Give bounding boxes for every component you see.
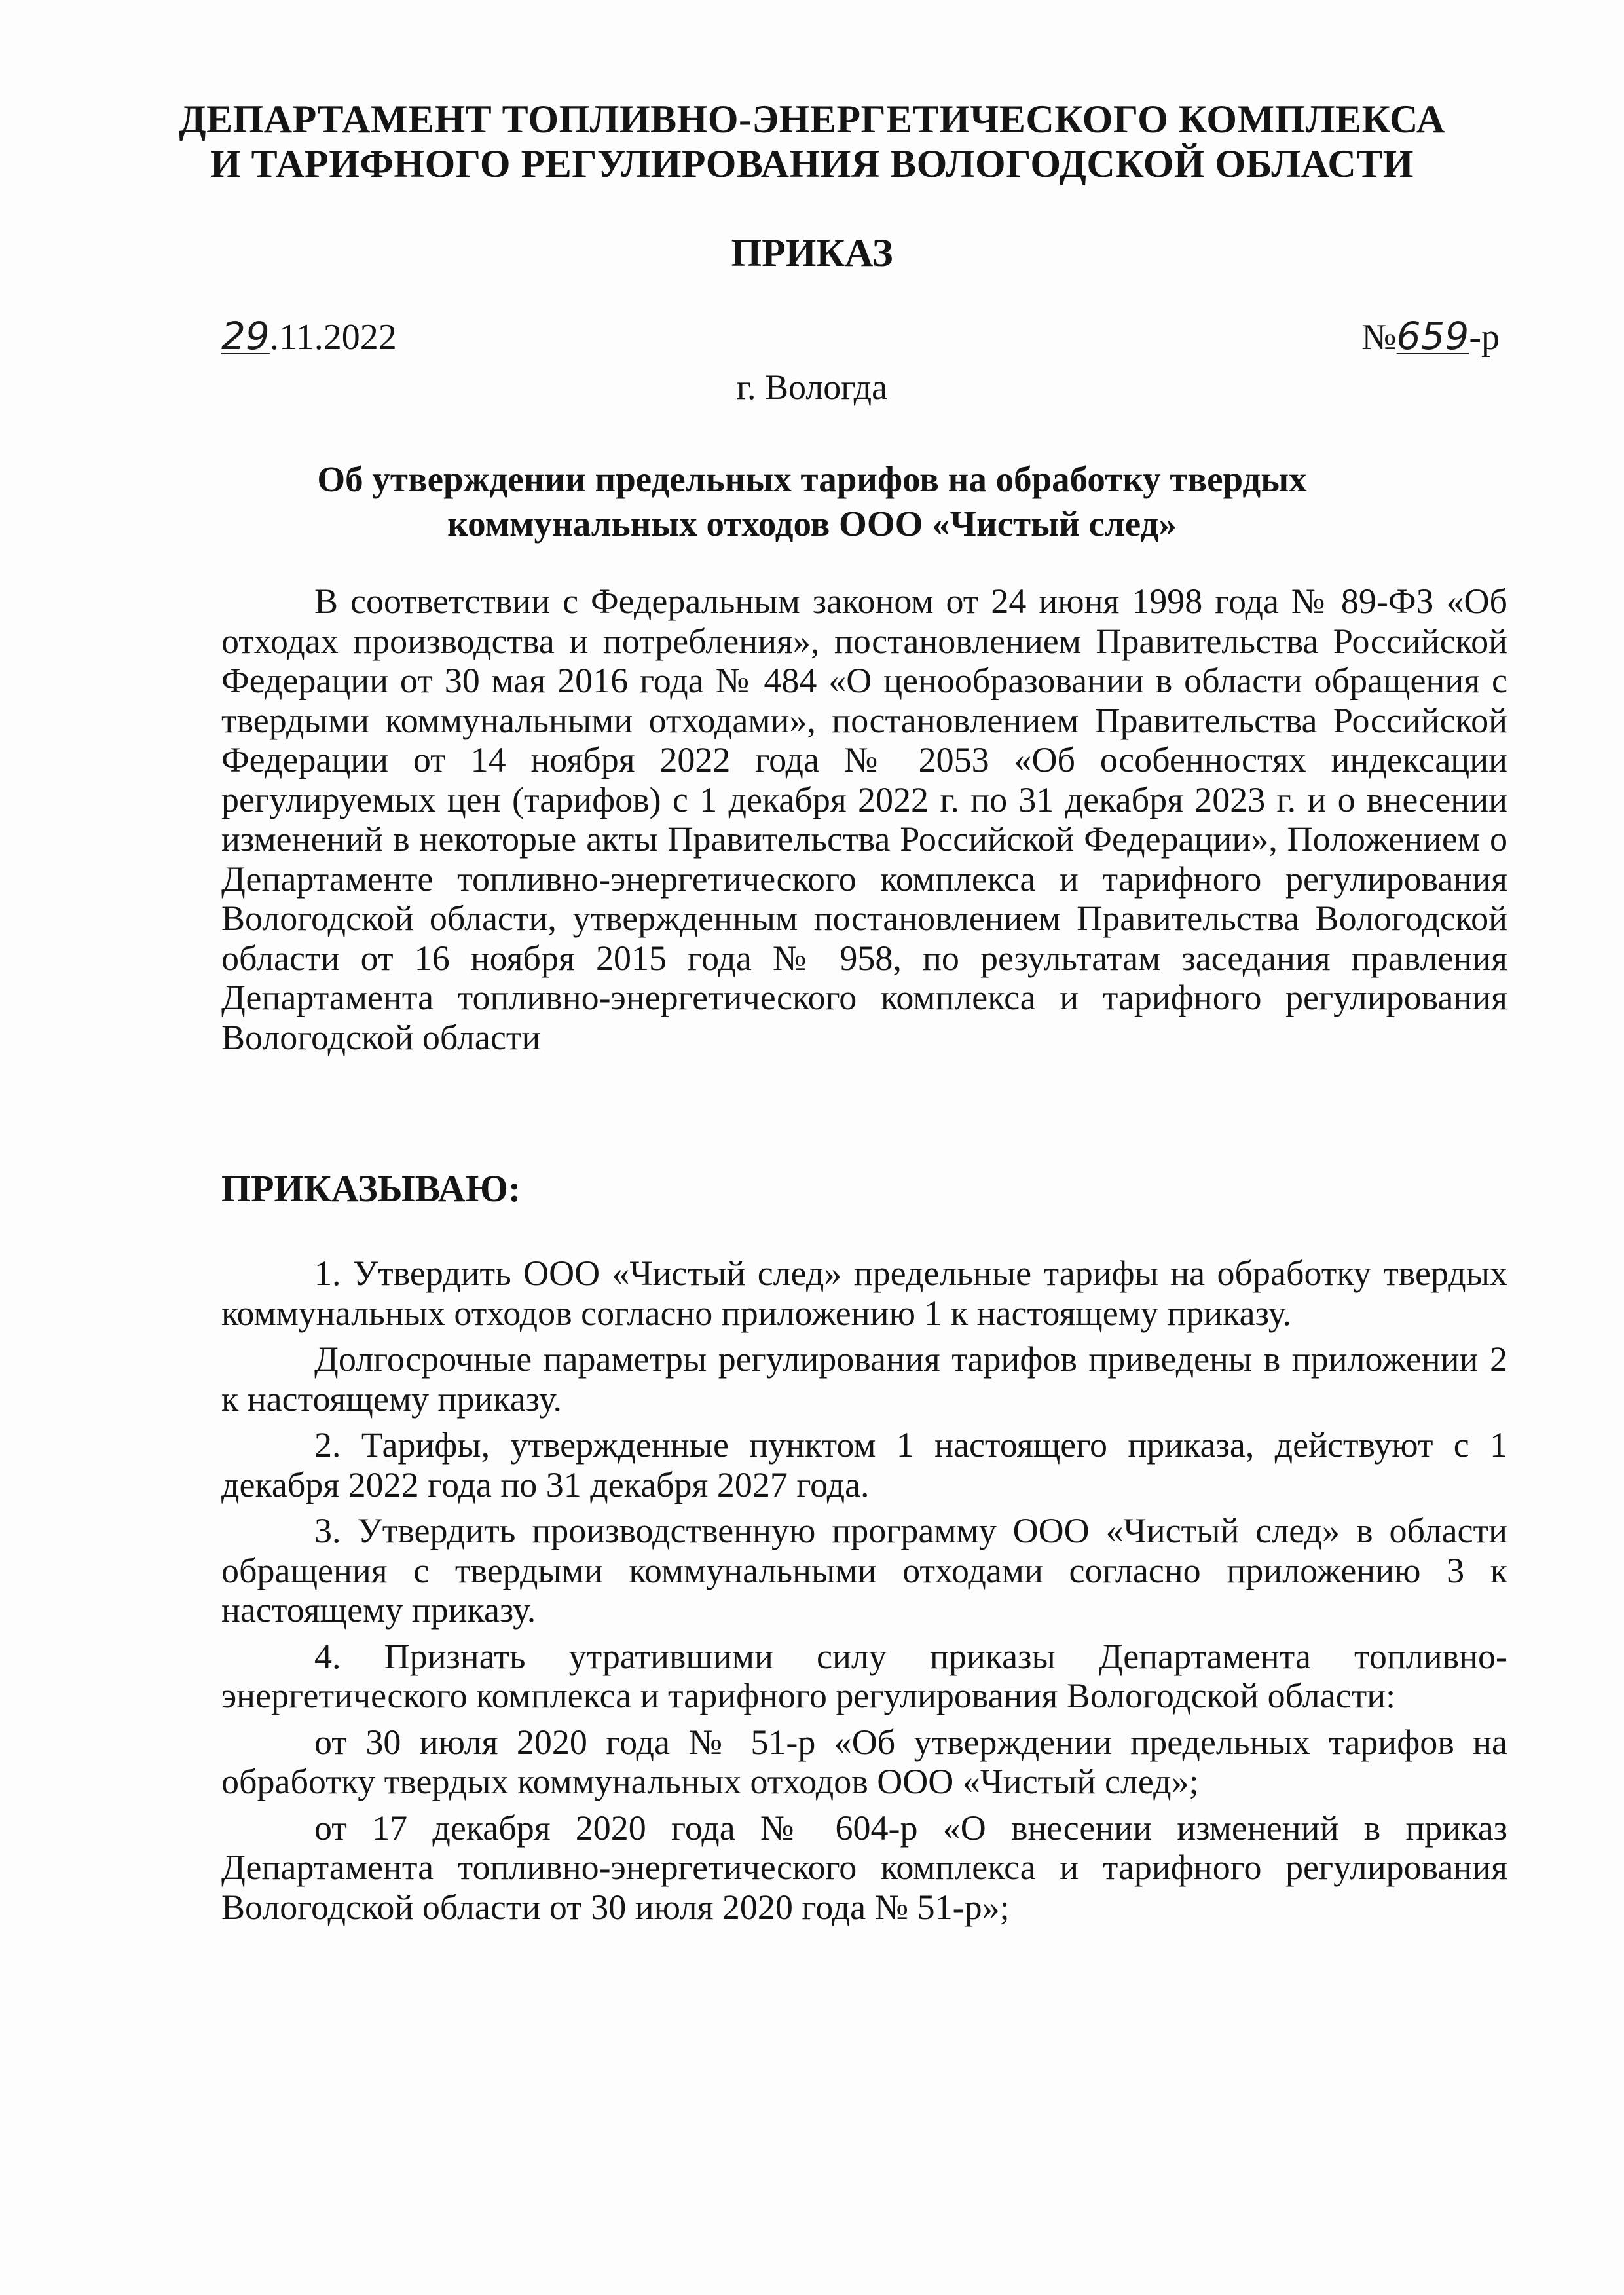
number-sign: № [1361,317,1397,358]
order-item-4: 4. Признать утратившими силу приказы Департамента топливно-энергетического комплекса и тарифного регулирования Вологодской области: [221,1636,1507,1715]
department-name-line-2: И ТАРИФНОГО РЕГУЛИРОВАНИЯ ВОЛОГОДСКОЙ ОБЛАСТИ [210,142,1414,185]
preamble-paragraph: В соответствии с Федеральным законом от 24 июня 1998 года № 89-ФЗ «Об отходах производства и потребления», постановлением Правительства Российской Федерации от 30 мая 2016 года № 484 «О ценообразовании в области обращения с твердыми коммунальными отходами», постановлением Правительства Российской Федерации от 14 ноября 2022 года № 2053 «Об особенностях индексации регулируемых цен (тарифов) с 1 декабря 2022 г. по 31 декабря 2023 г. и о внесении изменений в некоторые акты Правительства Российской Федерации», Положением о Департаменте топливно-энергетического комплекса и тарифного регулирования Вологодской области, утвержденным постановлением Правительства Вологодской области от 16 ноября 2015 года № 958, по результатам заседания правления Департамента топливно-энергетического комплекса и тарифного регулирования Вологодской области [221,582,1507,1057]
document-type-title: ПРИКАЗ [731,231,893,274]
order-date [221,313,397,360]
subject-line-1: Об утверждении предельных тарифов на обработку твердых [317,459,1307,499]
order-number [1361,313,1500,360]
department-name-line-1: ДЕПАРТАМЕНТ ТОПЛИВНО-ЭНЕРГЕТИЧЕСКОГО КОМПЛЕКСА [179,98,1445,141]
order-item-4-repealed-1: от 30 июля 2020 года № 51-р «Об утверждении предельных тарифов на обработку твердых коммунальных отходов ООО «Чистый след»; [221,1722,1507,1801]
order-item-1: 1. Утвердить ООО «Чистый след» предельные тарифы на обработку твердых коммунальных отходов согласно приложению 1 к настоящему приказу. [221,1254,1507,1333]
order-item-4-repealed-2: от 17 декабря 2020 года № 604-р «О внесении изменений в приказ Департамента топливно-энергетического комплекса и тарифного регулирования Вологодской области от 30 июля 2020 года № 51-р»; [221,1808,1507,1927]
handwritten-number: 659 [1396,314,1469,358]
subject-line-2: коммунальных отходов ООО «Чистый след» [447,504,1177,544]
preamble-block [221,582,1507,1057]
order-item-1-params: Долгосрочные параметры регулирования тарифов приведены в приложении 2 к настоящему приказу. [221,1339,1507,1419]
order-items [221,1254,1507,1933]
date-month-year: .11.2022 [269,317,397,358]
number-suffix: -р [1469,317,1500,358]
handwritten-day: 29 [221,314,270,358]
command-word: ПРИКАЗЫВАЮ: [221,1167,521,1210]
order-item-2: 2. Тарифы, утвержденные пунктом 1 настоящего приказа, действуют с 1 декабря 2022 года по 31 декабря 2027 года. [221,1425,1507,1504]
order-item-3: 3. Утвердить производственную программу ООО «Чистый след» в области обращения с твердыми коммунальными отходами согласно приложению 3 к настоящему приказу. [221,1511,1507,1630]
city-name: г. Вологда [736,367,888,407]
